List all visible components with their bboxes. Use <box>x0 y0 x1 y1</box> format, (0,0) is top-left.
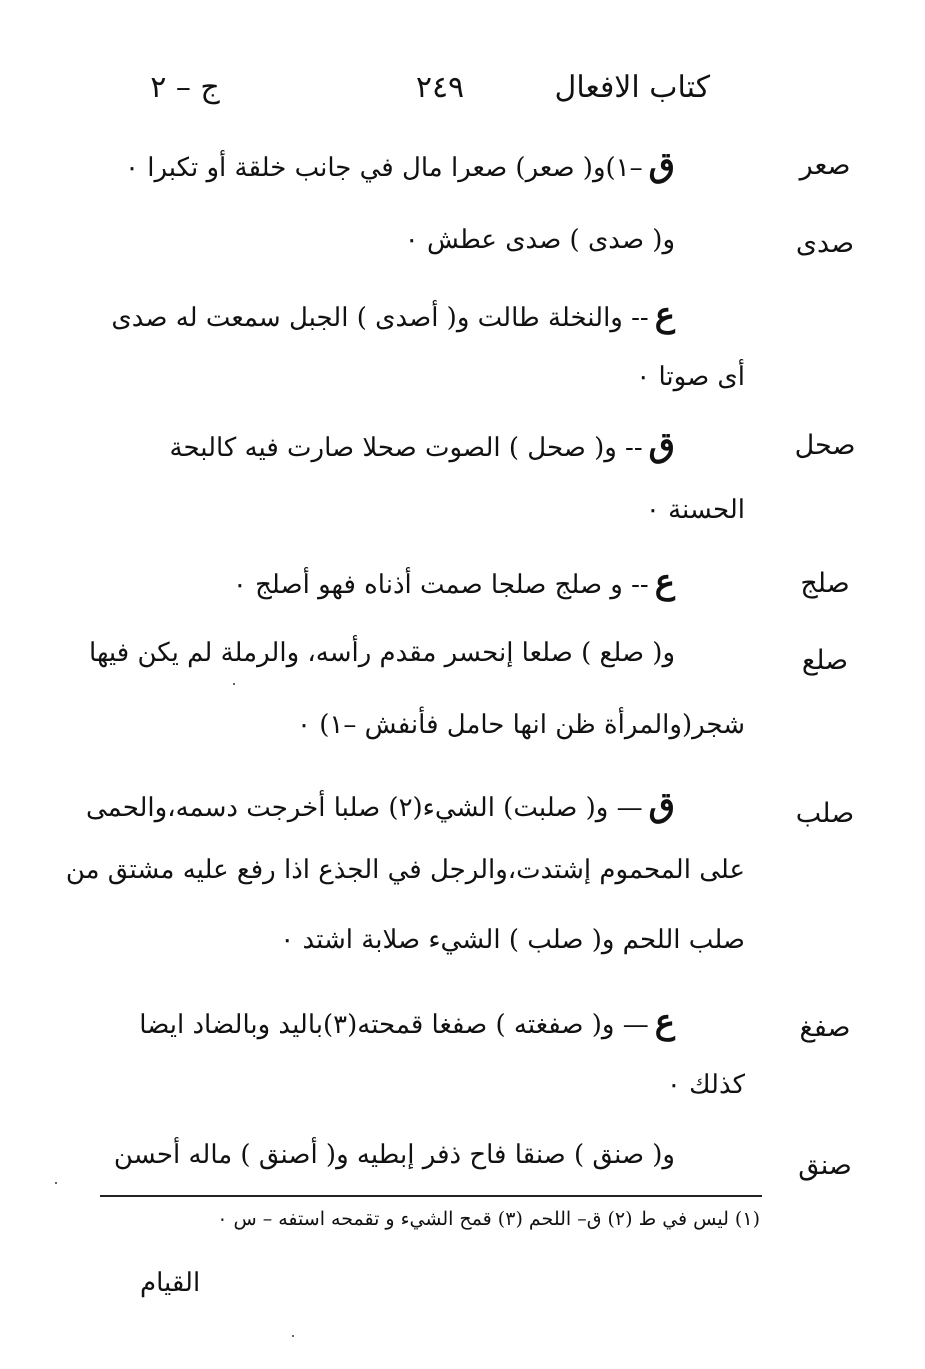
entry-root: صلج <box>800 568 850 599</box>
entry-text: على المحموم إشتدت،والرجل في الجذع اذا رفع عليه مشتق من <box>65 855 745 885</box>
entry-line <box>65 855 745 885</box>
entry-text: صلب اللحم و( صلب ) الشيء صلابة اشتد ٠ <box>280 925 745 955</box>
entry-root: صلع <box>801 645 849 676</box>
source-tag: ع <box>654 295 675 335</box>
entry-line <box>115 425 675 465</box>
footnote-rule <box>100 1195 762 1197</box>
entry-line <box>190 562 675 602</box>
entry-line <box>86 785 675 825</box>
source-tag: ع <box>654 1002 675 1042</box>
entry-line <box>280 925 745 955</box>
entry-root: صعر <box>799 150 851 181</box>
entry-line <box>500 495 745 525</box>
entry-line <box>115 1140 675 1170</box>
entry-line <box>111 295 675 335</box>
entry-line <box>380 225 675 255</box>
source-tag: ق <box>648 425 675 465</box>
entry-root: صفغ <box>799 1012 851 1043</box>
entry-text: أى صوتا ٠ <box>636 362 745 392</box>
entry-text: -- والنخلة طالت و( أصدى ) الجبل سمعت له صدى <box>111 303 649 333</box>
scan-speck <box>292 1335 294 1337</box>
entry-text: شجر(والمرأة ظن انها حامل فأنفش –١) ٠ <box>296 710 745 740</box>
entry-text: -- و( صحل ) الصوت صحلا صارت فيه كالبحة <box>169 433 643 463</box>
entry-text: و( صلع ) صلعا إنحسر مقدم رأسه، والرملة لم يكن فيها <box>89 638 675 668</box>
entry-text: –١)و( صعر) صعرا مال في جانب خلقة أو تكبرا ٠ <box>124 153 643 183</box>
footnote: (١) ليس في ط (٢) ق– اللحم (٣) قمح الشيء و تقمحه استفه – س ٠ <box>217 1208 760 1230</box>
entry-text: كذلك ٠ <box>666 1070 745 1100</box>
source-tag: ق <box>648 145 675 185</box>
entry-root: صحل <box>794 430 856 461</box>
entry-text: -- و صلج صلجا صمت أذناه فهو أصلج ٠ <box>232 570 649 600</box>
entry-line <box>296 710 745 740</box>
page-number: ٢٤٩ <box>415 70 465 105</box>
entry-line <box>400 362 745 392</box>
entry-line <box>120 145 675 185</box>
entry-line <box>115 1002 675 1042</box>
scan-speck <box>55 1182 57 1184</box>
volume-label: ج – ٢ <box>150 70 220 105</box>
entry-text: — و( صفغته ) صفغا قمحته(٣)باليد وبالضاد ايضا <box>139 1010 649 1040</box>
scan-speck <box>233 683 235 685</box>
entry-root: صدى <box>795 228 855 259</box>
catchword: القيام <box>140 1268 201 1298</box>
source-tag: ق <box>648 785 675 825</box>
entry-text: و( صدى ) صدى عطش ٠ <box>404 225 675 255</box>
entry-text: و( صنق ) صنقا فاح ذفر إبطيه و( أصنق ) ماله أحسن <box>113 1140 675 1170</box>
entry-line <box>560 1070 745 1100</box>
entry-root: صلب <box>795 798 855 829</box>
entry-text: الحسنة ٠ <box>645 495 745 525</box>
entry-text: — و( صلبت) الشيء(٢) صلبا أخرجت دسمه،والحمى <box>86 793 643 823</box>
entry-line <box>89 638 675 668</box>
source-tag: ع <box>654 562 675 602</box>
running-title: كتاب الافعال <box>554 70 710 105</box>
entry-root: صنق <box>798 1150 852 1181</box>
